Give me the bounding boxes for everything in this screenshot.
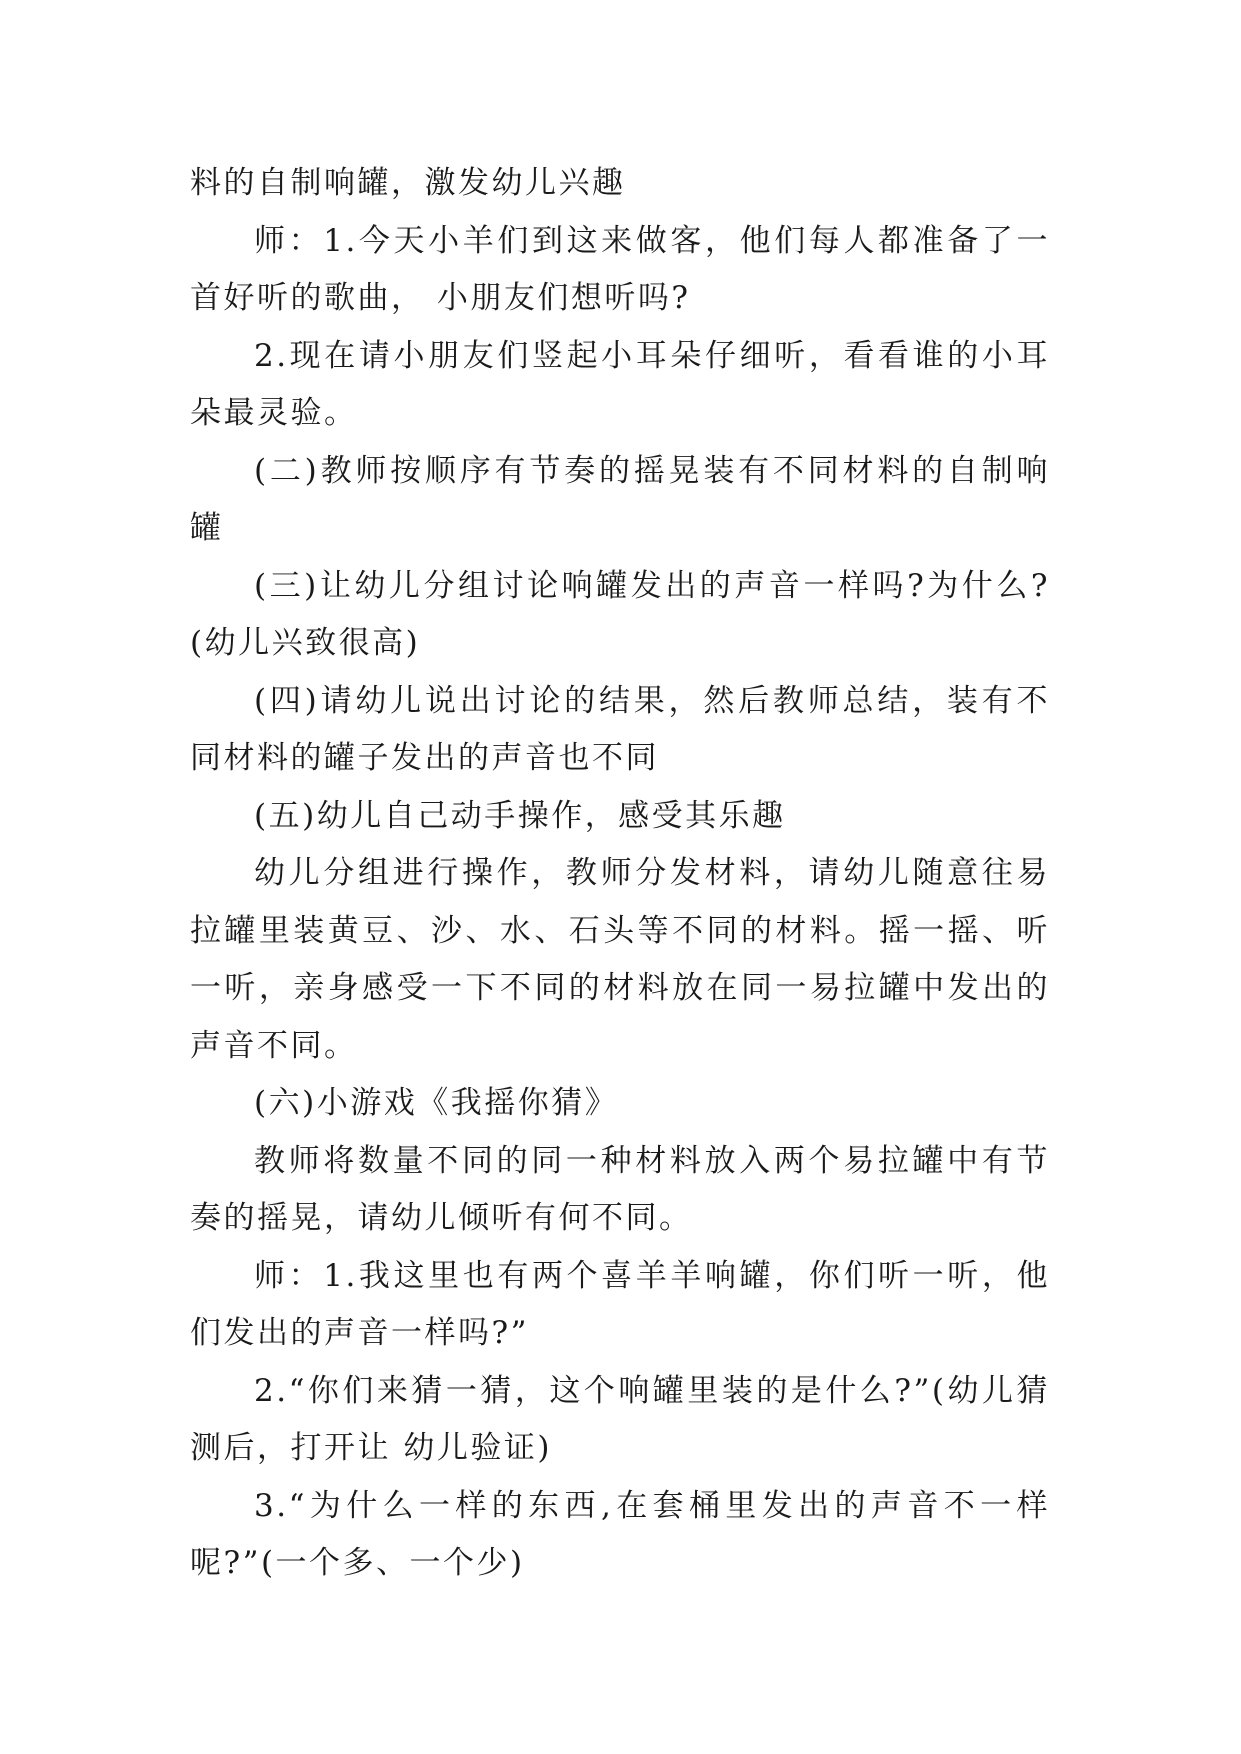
paragraph: 师：1.我这里也有两个喜羊羊响罐，你们听一听，他们发出的声音一样吗?” xyxy=(190,1257,1050,1351)
paragraph: (四)请幼儿说出讨论的结果，然后教师总结，装有不同材料的罐子发出的声音也不同 xyxy=(190,682,1050,776)
paragraph: (二)教师按顺序有节奏的摇晃装有不同材料的自制响罐 xyxy=(190,452,1050,546)
paragraph: 3.“为什么一样的东西,在套桶里发出的声音不一样呢?”(一个多、一个少) xyxy=(190,1487,1050,1581)
paragraph: (五)幼儿自己动手操作，感受其乐趣 xyxy=(254,797,786,834)
paragraph: (六)小游戏《我摇你猜》 xyxy=(254,1085,619,1121)
paragraph: 料的自制响罐，激发幼儿兴趣 xyxy=(190,165,626,201)
paragraph: 2.“你们来猜一猜，这个响罐里装的是什么?”(幼儿猜测后，打开让 幼儿验证) xyxy=(190,1372,1050,1466)
paragraph: 幼儿分组进行操作，教师分发材料，请幼儿随意往易拉罐里装黄豆、沙、水、石头等不同的材料。摇一摇、听一听，亲身感受一下不同的材料放在同一易拉罐中发出的声音不同。 xyxy=(190,855,1050,1064)
document-body xyxy=(190,155,1050,1593)
paragraph: 师：1.今天小羊们到这来做客，他们每人都准备了一首好听的歌曲， 小朋友们想听吗? xyxy=(190,222,1050,316)
paragraph: 教师将数量不同的同一种材料放入两个易拉罐中有节奏的摇晃，请幼儿倾听有何不同。 xyxy=(190,1142,1050,1236)
paragraph: 2.现在请小朋友们竖起小耳朵仔细听，看看谁的小耳朵最灵验。 xyxy=(190,337,1050,431)
paragraph: (三)让幼儿分组讨论响罐发出的声音一样吗?为什么?(幼儿兴致很高) xyxy=(190,567,1050,661)
